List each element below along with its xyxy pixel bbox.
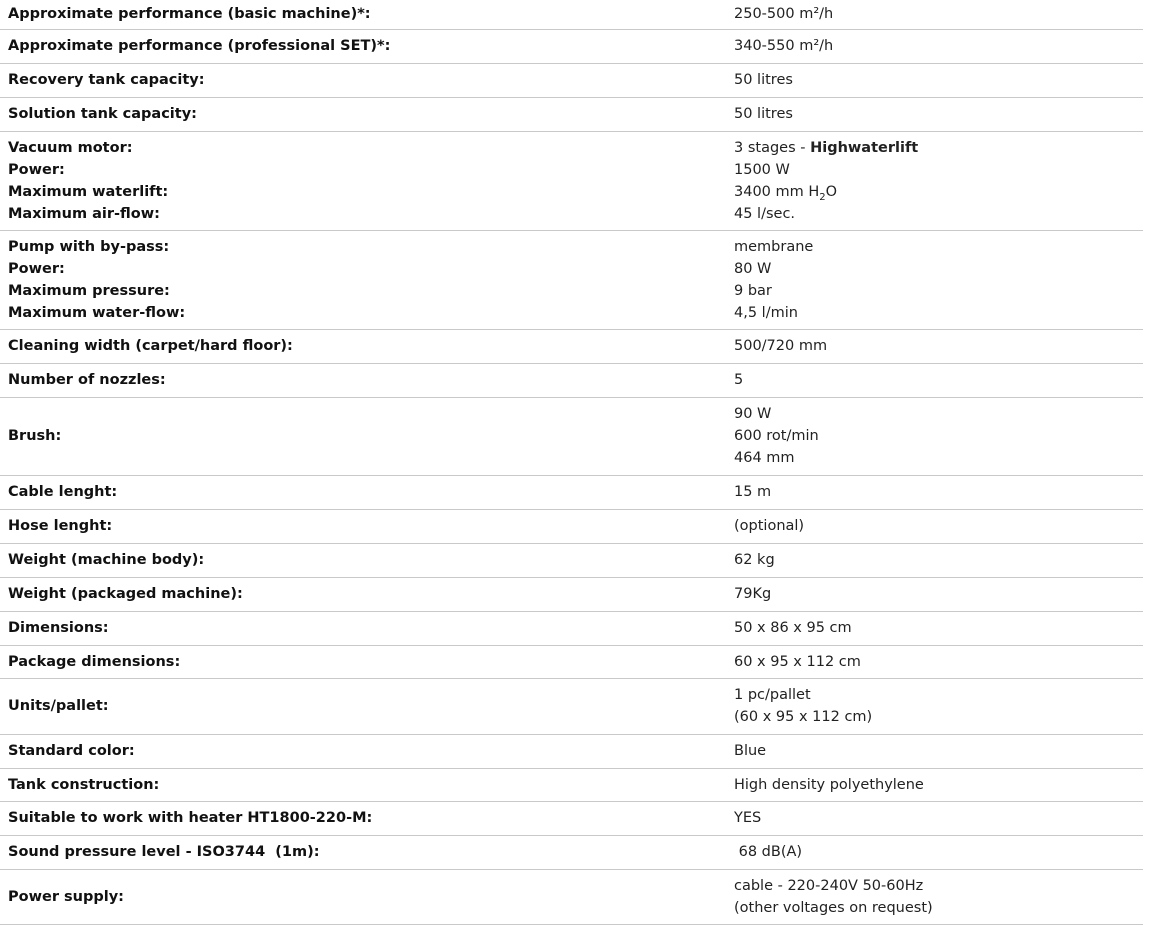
spec-value [726,230,1143,329]
spec-label [0,397,726,475]
spec-label-text: Maximum pressure: [8,282,170,299]
spec-label-text: Maximum waterlift: [8,183,169,200]
spec-value-text: 15 m [734,484,772,500]
spec-label [0,577,726,611]
spec-row-nozzles [0,363,1143,397]
spec-row-pump [0,230,1143,329]
spec-label-text: Vacuum motor: [8,139,133,156]
spec-value [726,131,1143,230]
spec-row-standard-color [0,734,1143,768]
spec-label-text: Number of nozzles: [8,372,166,388]
spec-value-text: 464 mm [734,450,795,466]
spec-label-text: Recovery tank capacity: [8,72,205,88]
spec-value [726,63,1143,97]
spec-label [0,835,726,869]
spec-row-dimensions [0,611,1143,645]
spec-row-heater [0,801,1143,835]
spec-row-cleaning-width [0,329,1143,363]
spec-value-text: 68 dB(A) [734,844,803,860]
spec-value-text: (60 x 95 x 112 cm) [734,709,873,725]
spec-value-text: High density polyethylene [734,776,924,793]
spec-row-tank-construction [0,768,1143,801]
spec-value-text: YES [734,810,762,826]
spec-value [726,611,1143,645]
spec-row-package-dimensions [0,645,1143,678]
spec-label-text: Hose lenght: [8,518,113,534]
spec-value-text [734,137,1143,159]
spec-row-hose-length [0,509,1143,543]
spec-label-text: Standard color: [8,743,135,759]
spec-label-text: Solution tank capacity: [8,106,197,122]
spec-value [726,768,1143,801]
spec-value [726,363,1143,397]
waterlift-suffix: O [825,183,838,200]
spec-label-text: Maximum air-flow: [8,205,160,222]
spec-label-text: Weight (packaged machine): [8,586,243,602]
spec-label [0,475,726,509]
spec-label [0,363,726,397]
spec-value [726,869,1143,924]
spec-value [726,509,1143,543]
spec-value [726,734,1143,768]
spec-label [0,768,726,801]
spec-value [726,397,1143,475]
spec-value-text: (other voltages on request) [734,899,933,916]
spec-value-text: 60 x 95 x 112 cm [734,653,861,670]
spec-value [726,0,1143,29]
spec-value-text: 50 x 86 x 95 cm [734,620,852,636]
spec-label-text: Pump with by-pass: [8,238,170,255]
spec-label [0,63,726,97]
spec-label [0,509,726,543]
spec-value-text: 79Kg [734,586,772,602]
spec-value-text: 4,5 l/min [734,304,798,321]
spec-value [726,475,1143,509]
spec-value-text: cable - 220-240V 50-60Hz [734,877,924,894]
spec-value [726,577,1143,611]
spec-row-units-pallet [0,678,1143,734]
spec-value [726,801,1143,835]
spec-row-performance-professional [0,29,1143,63]
spec-label-text: Package dimensions: [8,653,181,670]
spec-label-text: Cleaning width (carpet/hard floor): [8,338,293,354]
spec-value [726,645,1143,678]
spec-value-text: 340-550 m²/h [734,38,834,54]
spec-value-text: 1500 W [734,161,790,178]
spec-value [726,97,1143,131]
spec-label-text: Power: [8,161,65,178]
spec-value-text: membrane [734,238,814,255]
spec-label [0,734,726,768]
spec-value-text: 5 [734,372,744,388]
spec-row-performance-basic [0,0,1143,29]
spec-label-text: Suitable to work with heater HT1800-220-M: [8,810,373,826]
spec-label-text: Approximate performance (basic machine)*: [8,6,371,23]
spec-value [726,329,1143,363]
spec-row-vacuum-motor [0,131,1143,230]
spec-value-text [734,181,1143,203]
spec-label-text: Power: [8,260,65,277]
spec-value-text: (optional) [734,518,805,534]
spec-label-text: Cable lenght: [8,484,118,500]
spec-value-text: 80 W [734,260,772,277]
spec-label [0,29,726,63]
spec-row-brush [0,397,1143,475]
waterlift-value: 3400 mm H [734,183,820,200]
spec-label-text: Tank construction: [8,776,160,793]
spec-row-weight-body [0,543,1143,577]
spec-label [0,869,726,924]
spec-value-text: Blue [734,743,767,759]
spec-label [0,543,726,577]
spec-row-sound-pressure [0,835,1143,869]
spec-row-cable-length [0,475,1143,509]
spec-value-text: 90 W [734,406,772,422]
spec-row-power-supply [0,869,1143,924]
spec-value-text: 500/720 mm [734,338,828,354]
spec-value [726,543,1143,577]
spec-label [0,611,726,645]
spec-label-text: Units/pallet: [8,698,109,714]
vacuum-type-text: Highwaterlift [810,139,919,156]
vacuum-stages-text: 3 stages - [734,139,811,156]
spec-value-text: 50 litres [734,72,793,88]
spec-label-text: Weight (machine body): [8,552,205,568]
spec-label [0,645,726,678]
spec-value-text: 1 pc/pallet [734,687,811,703]
spec-label [0,678,726,734]
spec-row-recovery-tank [0,63,1143,97]
spec-label [0,230,726,329]
spec-label-text: Dimensions: [8,620,109,636]
spec-value-text: 62 kg [734,552,775,568]
spec-label-text: Power supply: [8,888,124,905]
spec-label-text: Brush: [8,428,62,444]
spec-value-text: 50 litres [734,106,793,122]
spec-label [0,97,726,131]
spec-label-text: Approximate performance (professional SET)*: [8,38,391,54]
spec-value [726,678,1143,734]
spec-label [0,0,726,29]
spec-label [0,131,726,230]
spec-value-text: 45 l/sec. [734,205,796,222]
spec-row-solution-tank [0,97,1143,131]
spec-value [726,29,1143,63]
waterlift-subscript: 2 [819,191,826,203]
spec-label [0,801,726,835]
spec-value-text: 600 rot/min [734,428,819,444]
spec-label [0,329,726,363]
spec-label-text: Sound pressure level - ISO3744 (1m): [8,844,320,860]
spec-row-weight-packaged [0,577,1143,611]
spec-value-text: 9 bar [734,282,772,299]
spec-label-text: Maximum water-flow: [8,304,186,321]
spec-value [726,835,1143,869]
spec-value-text: 250-500 m²/h [734,6,834,23]
